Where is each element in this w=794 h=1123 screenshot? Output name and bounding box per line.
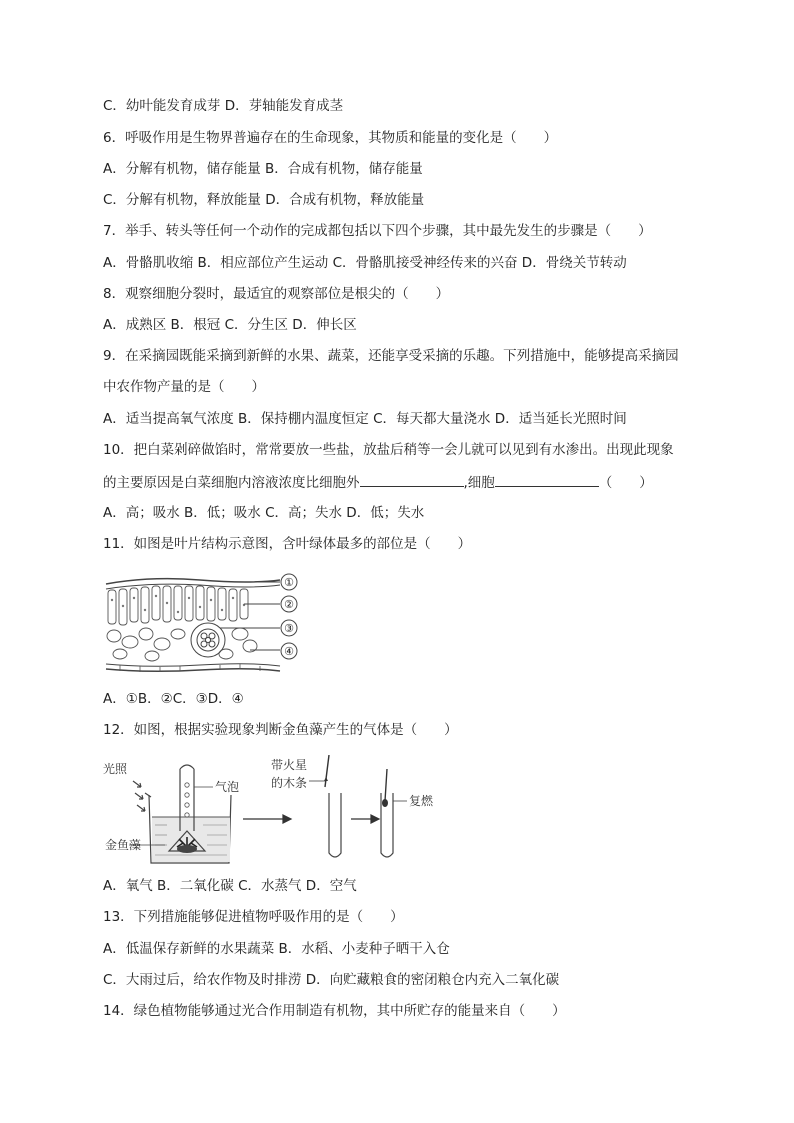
lower-epidermis — [106, 669, 280, 672]
palisade-tissue — [108, 586, 248, 625]
rekindle-label: 复燃 — [409, 794, 434, 808]
q12-stem: 12．如图，根据实验现象判断金鱼藻产生的气体是（ ） — [103, 722, 458, 738]
q6-stem: 6．呼吸作用是生物界普遍存在的生命现象，其物质和能量的变化是（ ） — [103, 130, 558, 146]
leaf-label-1: ① — [284, 576, 294, 589]
leaf-label-3: ③ — [284, 622, 294, 635]
q7-stem: 7．举手、转头等任何一个动作的完成都包括以下四个步骤，其中最先发生的步骤是（ ） — [103, 223, 652, 239]
q10-options: A．高；吸水 B．低；吸水 C．高；失水 D．低；失水 — [103, 505, 425, 521]
answer-blank-2[interactable] — [495, 472, 599, 487]
q11-options: A．①B．②C．③D．④ — [103, 691, 244, 707]
q14-stem: 14．绿色植物能够通过光合作用制造有机物，其中所贮存的能量来自（ ） — [103, 1003, 566, 1019]
light-label: 光照 — [103, 762, 128, 776]
q13-options-ab: A．低温保存新鲜的水果蔬菜 B．水稻、小麦种子晒干入仓 — [103, 941, 450, 957]
q11-stem: 11．如图是叶片结构示意图，含叶绿体最多的部位是（ ） — [103, 536, 472, 552]
q9-stem-line1: 9．在采摘园既能采摘到新鲜的水果、蔬菜，还能享受采摘的乐趣。下列措施中，能够提高采摘园 — [103, 348, 679, 364]
leaf-label-4: ④ — [284, 645, 294, 658]
q13-options-cd: C．大雨过后，给农作物及时排涝 D．向贮藏粮食的密闭粮仓内充入二氧化碳 — [103, 972, 560, 988]
rekindled-splint — [385, 769, 387, 801]
q8-stem: 8．观察细胞分裂时，最适宜的观察部位是根尖的（ ） — [103, 286, 450, 302]
q7-options: A．骨骼肌收缩 B．相应部位产生运动 C．骨骼肌接受神经传来的兴奋 D．骨绕关节转动 — [103, 255, 627, 271]
waterweed-label: 金鱼藻 — [105, 838, 142, 852]
test-tube-2 — [329, 793, 341, 857]
upper-epidermis — [106, 579, 280, 584]
q13-stem: 13．下列措施能够促进植物呼吸作用的是（ ） — [103, 909, 404, 925]
q9-options: A．适当提高氧气浓度 B．保持棚内温度恒定 C．每天都大量浇水 D．适当延长光照时间 — [103, 411, 627, 427]
q10-text-b: ,细胞 — [463, 475, 495, 491]
answer-blank-1[interactable] — [360, 472, 464, 487]
q6-options-ab: A．分解有机物，储存能量 B．合成有机物，储存能量 — [103, 161, 423, 177]
experiment-diagram — [103, 755, 448, 867]
q10-stem-line2 — [103, 472, 653, 492]
bubble-label: 气泡 — [215, 780, 240, 794]
leaf-vein — [191, 623, 225, 657]
q9-stem-line2: 中农作物产量的是（ ） — [103, 379, 265, 395]
q10-text-a: 的主要原因是白菜细胞内溶液浓度比细胞外 — [103, 475, 360, 491]
leaf-label-2: ② — [284, 598, 294, 611]
q10-stem-line1: 10．把白菜剁碎做馅时，常常要放一些盐，放盐后稍等一会儿就可以见到有水渗出。出现此现象 — [103, 442, 674, 458]
q8-options: A．成熟区 B．根冠 C．分生区 D．伸长区 — [103, 317, 357, 333]
q12-options: A．氧气 B．二氧化碳 C．水蒸气 D．空气 — [103, 878, 357, 894]
flame — [382, 799, 388, 807]
q10-text-c: （ ） — [598, 475, 653, 491]
q6-options-cd: C．分解有机物，释放能量 D．合成有机物，释放能量 — [103, 192, 425, 208]
splint-label-line2: 的木条 — [271, 776, 308, 790]
light-arrows — [133, 781, 145, 811]
spongy-tissue — [107, 628, 257, 661]
splint-label-line1: 带火星 — [271, 758, 308, 772]
leaf-structure-diagram — [100, 570, 310, 678]
q5-options-cd: C．幼叶能发育成芽 D．芽轴能发育成茎 — [103, 98, 344, 114]
glowing-splint — [325, 755, 329, 787]
bubbles — [185, 783, 189, 817]
